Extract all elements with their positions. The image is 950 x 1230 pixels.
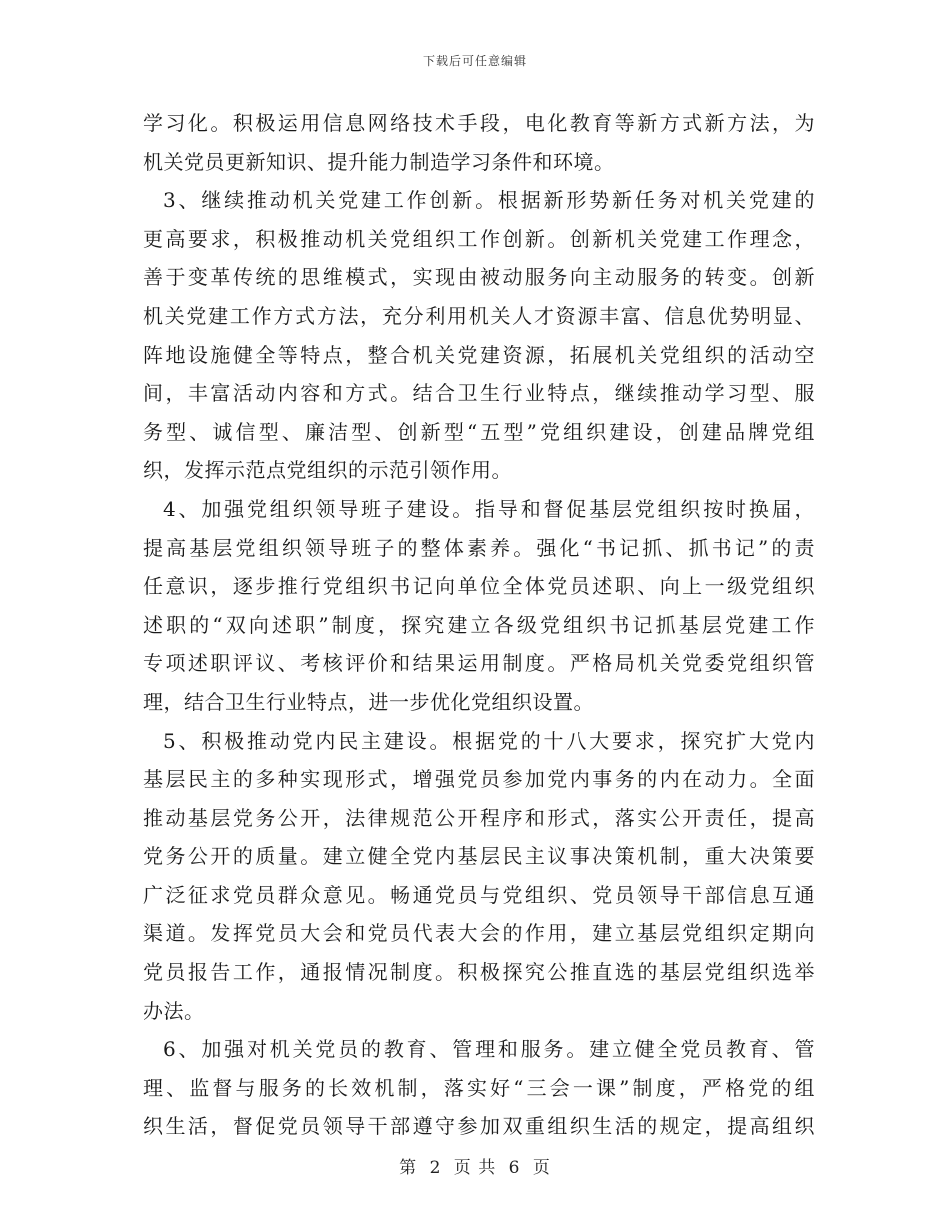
text-line: 党务公开的质量。建立健全党内基层民主议事决策机制，重大决策要: [143, 844, 815, 869]
text-line: 专项述职评议、考核评价和结果运用制度。严格局机关党委党组织管: [143, 651, 815, 676]
footer-suffix: 页: [532, 1158, 551, 1178]
text-line: 述职的“双向述职”制度，探究建立各级党组织书记抓基层党建工作: [143, 612, 815, 637]
text-line: 阵地设施健全等特点，整合机关党建资源，拓展机关党组织的活动空: [143, 342, 815, 367]
page-footer: [0, 1153, 950, 1178]
text-line: 3、继续推动机关党建工作创新。根据新形势新任务对机关党建的: [163, 188, 815, 213]
text-line: 间，丰富活动内容和方式。结合卫生行业特点，继续推动学习型、服: [143, 381, 815, 406]
text-line: 5、积极推动党内民主建设。根据党的十八大要求，探究扩大党内: [163, 728, 815, 753]
text-line: 4、加强党组织领导班子建设。指导和督促基层党组织按时换届，: [163, 496, 815, 521]
text-line: 任意识，逐步推行党组织书记向单位全体党员述职、向上一级党组织: [143, 574, 815, 599]
text-line: 善于变革传统的思维模式，实现由被动服务向主动服务的转变。创新: [143, 265, 815, 290]
text-line: 6、加强对机关党员的教育、管理和服务。建立健全党员教育、管: [163, 1037, 815, 1062]
text-line: 织，发挥示范点党组织的示范引领作用。: [143, 458, 512, 483]
footer-total-pages: 6: [508, 1158, 521, 1178]
text-line: 广泛征求党员群众意见。畅通党员与党组织、党员领导干部信息互通: [143, 882, 815, 907]
document-body: [143, 104, 815, 1146]
text-line: 理、监督与服务的长效机制，落实好“三会一课”制度，严格党的组: [143, 1075, 815, 1100]
footer-prefix: 第: [399, 1158, 418, 1178]
footer-page-number: 2: [429, 1158, 442, 1178]
text-line: 提高基层党组织领导班子的整体素养。强化“书记抓、抓书记”的责: [143, 535, 815, 560]
header-note: 下载后可任意编辑: [422, 54, 527, 68]
text-line: 渠道。发挥党员大会和党员代表大会的作用，建立基层党组织定期向: [143, 921, 815, 946]
text-line: 党员报告工作，通报情况制度。积极探究公推直选的基层党组织选举: [143, 960, 815, 985]
text-line: 务型、诚信型、廉洁型、创新型“五型”党组织建设，创建品牌党组: [143, 419, 815, 444]
text-line: 更高要求，积极推动机关党组织工作创新。创新机关党建工作理念，: [143, 226, 815, 251]
text-line: 机关党员更新知识、提升能力制造学习条件和环境。: [143, 149, 615, 174]
text-line: 基层民主的多种实现形式，增强党员参加党内事务的内在动力。全面: [143, 767, 815, 792]
text-line: 办法。: [143, 998, 205, 1023]
text-line: 织生活，督促党员领导干部遵守参加双重组织生活的规定，提高组织: [143, 1114, 815, 1139]
text-line: 学习化。积极运用信息网络技术手段，电化教育等新方式新方法，为: [143, 111, 815, 135]
text-line: 理，结合卫生行业特点，进一步优化党组织设置。: [143, 689, 594, 714]
text-line: 推动基层党务公开，法律规范公开程序和形式，落实公开责任，提高: [143, 805, 815, 830]
text-line: 机关党建工作方式方法，充分利用机关人才资源丰富、信息优势明显、: [143, 303, 815, 328]
footer-mid: 页 共: [453, 1158, 497, 1178]
